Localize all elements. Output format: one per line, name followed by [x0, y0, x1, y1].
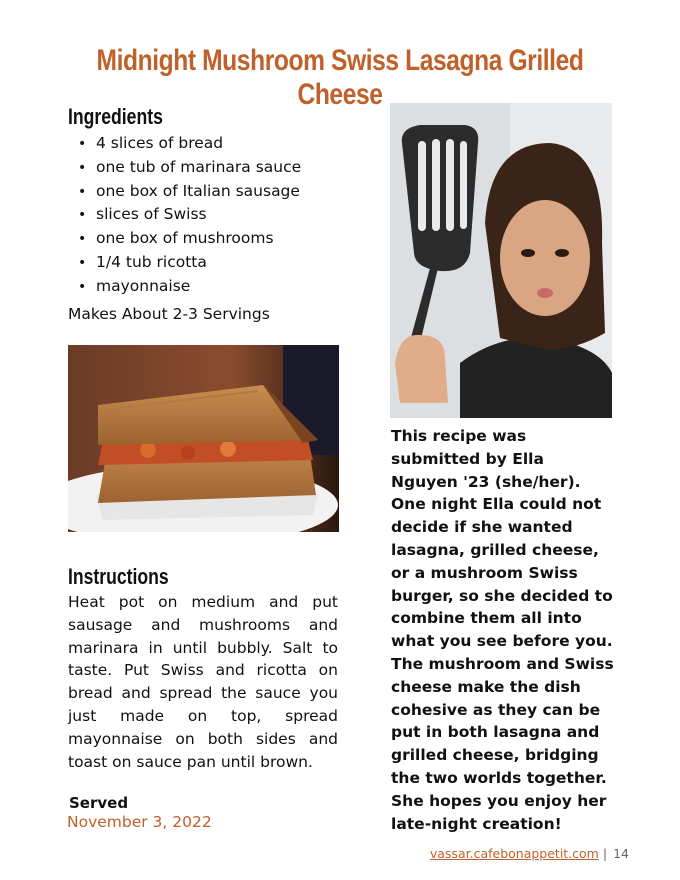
list-item: • 4 slices of bread	[78, 132, 301, 156]
author-portrait	[390, 103, 612, 418]
ingredients-list	[78, 132, 301, 299]
footer-separator: |	[602, 846, 608, 861]
page-number: 14	[613, 846, 629, 861]
served-label: Served	[69, 794, 129, 812]
served-date: November 3, 2022	[67, 813, 212, 831]
page-footer	[430, 846, 629, 861]
list-item: • slices of Swiss	[78, 203, 301, 227]
bullet-icon: •	[78, 159, 87, 176]
list-item: • mayonnaise	[78, 275, 301, 299]
site-link[interactable]: vassar.cafebonappetit.com	[429, 846, 599, 861]
sandwich-photo	[68, 345, 339, 532]
bullet-icon: •	[78, 231, 87, 248]
list-item: • one box of Italian sausage	[78, 180, 301, 204]
list-item: • one tub of marinara sauce	[78, 156, 301, 180]
bullet-icon: •	[78, 254, 87, 271]
ingredients-heading: Ingredients	[68, 104, 163, 129]
author-bio: This recipe was submitted by Ella Nguyen '23 (she/her). One night Ella could not decide if she wanted lasagna, grilled cheese, or a mushroom Swiss burger, so she decided to combine them all into what you see before you. The mushroom and Swiss cheese make the dish cohesive as they can be put in both lasagna and grilled cheese, bridging the two worlds together. She hopes you enjoy her late-night creation!	[391, 427, 614, 833]
page-title: Midnight Mushroom Swiss Lasagna Grilled Cheese	[96, 44, 584, 111]
bullet-icon: •	[78, 136, 87, 152]
servings-note: Makes About 2-3 Servings	[68, 305, 270, 323]
instructions-text: Heat pot on medium and put sausage and mushrooms and marinara in until bubbly. Salt to taste. Put Swiss and ricotta on bread and spread the sauce you just made on top, spread mayonnaise on both sides and toast on sauce pan until brown.	[68, 593, 338, 771]
bullet-icon: •	[78, 278, 87, 295]
instructions-heading: Instructions	[68, 564, 169, 589]
list-item: • one box of mushrooms	[78, 227, 301, 251]
bullet-icon: •	[78, 207, 87, 224]
bullet-icon: •	[78, 183, 87, 200]
list-item: • 1/4 tub ricotta	[78, 251, 301, 275]
